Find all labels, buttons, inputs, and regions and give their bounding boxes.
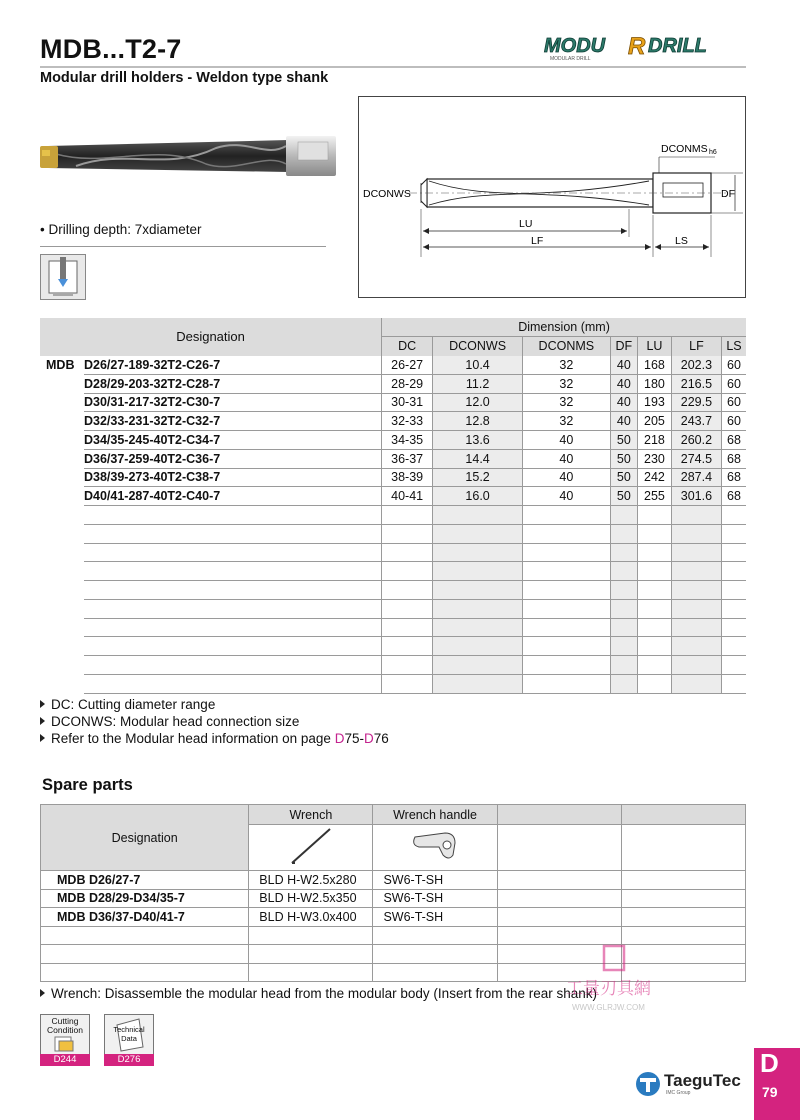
cell-lu: 168 <box>638 356 672 375</box>
row-prefix <box>40 487 84 506</box>
row-designation <box>84 637 382 656</box>
cell-lf: 274.5 <box>671 449 721 468</box>
cell-df: 40 <box>610 412 637 431</box>
cell-dc <box>382 562 433 581</box>
row-designation: D32/33-231-32T2-C32-7 <box>84 412 382 431</box>
dimension-header: Dimension (mm) <box>382 318 746 337</box>
logo-text-modu: MODU <box>544 35 606 57</box>
label-ls: LS <box>675 235 688 247</box>
spare-empty-header-1 <box>497 805 621 825</box>
logo-text-drill: DRILL <box>648 35 707 57</box>
row-prefix <box>40 543 84 562</box>
cell-dconws: 14.4 <box>433 449 523 468</box>
table-row <box>40 449 746 468</box>
wrench-footnote: Wrench: Disassemble the modular head from the modular body (Insert from the rear shank) <box>40 986 597 1001</box>
cell-df <box>610 543 637 562</box>
cell-df: 50 <box>610 431 637 450</box>
cell-dconws <box>433 562 523 581</box>
cell-lu: 230 <box>638 449 672 468</box>
cell-lu: 255 <box>638 487 672 506</box>
table-row <box>40 393 746 412</box>
page-subtitle: Modular drill holders - Weldon type shank <box>40 70 329 86</box>
cell-lf <box>671 581 721 600</box>
cell-df <box>610 674 637 693</box>
spare-empty-cell <box>497 908 621 927</box>
cell-dc: 40-41 <box>382 487 433 506</box>
cell-dconws: 10.4 <box>433 356 523 375</box>
spare-empty-cell <box>373 963 497 982</box>
cell-ls: 68 <box>721 431 746 450</box>
cell-lu: 242 <box>638 468 672 487</box>
row-designation <box>84 618 382 637</box>
cell-dconms <box>523 581 611 600</box>
table-row <box>40 618 746 637</box>
cell-df <box>610 618 637 637</box>
cell-dconms: 40 <box>523 468 611 487</box>
cell-dconms: 32 <box>523 356 611 375</box>
cell-dc <box>382 599 433 618</box>
cell-ls: 60 <box>721 412 746 431</box>
taegutec-emblem-icon <box>634 1070 662 1098</box>
spare-handle: SW6-T-SH <box>373 871 497 890</box>
cell-dconws <box>433 656 523 675</box>
cell-df <box>610 524 637 543</box>
note-dc: DC: Cutting diameter range <box>40 696 389 713</box>
cell-dconms: 40 <box>523 431 611 450</box>
cell-dc <box>382 618 433 637</box>
cell-dconms <box>523 656 611 675</box>
cell-lu <box>638 506 672 525</box>
spare-row <box>41 889 746 908</box>
spare-empty-image-2 <box>621 825 745 871</box>
cell-lf <box>671 562 721 581</box>
note-dconws: DCONWS: Modular head connection size <box>40 713 389 730</box>
cell-dconms <box>523 618 611 637</box>
spare-empty-cell <box>497 871 621 890</box>
brand-sub: IMC Group <box>666 1090 691 1096</box>
spare-empty-cell <box>41 963 249 982</box>
spare-empty-cell <box>41 945 249 964</box>
dimension-diagram <box>358 96 746 298</box>
row-prefix <box>40 618 84 637</box>
cell-lf: 301.6 <box>671 487 721 506</box>
cell-dconms <box>523 543 611 562</box>
cell-ls <box>721 562 746 581</box>
wrench-handle-header: Wrench handle <box>373 805 497 825</box>
table-row <box>40 374 746 393</box>
spare-empty-cell <box>249 963 373 982</box>
table-row <box>40 637 746 656</box>
cell-dconms <box>523 599 611 618</box>
spare-designation: MDB D28/29-D34/35-7 <box>41 889 249 908</box>
cell-df <box>610 656 637 675</box>
spare-designation: MDB D36/37-D40/41-7 <box>41 908 249 927</box>
cell-df <box>610 506 637 525</box>
section-tab <box>754 1048 800 1120</box>
spare-wrench: BLD H-W2.5x350 <box>249 889 373 908</box>
cell-lu <box>638 618 672 637</box>
row-prefix <box>40 468 84 487</box>
spare-empty-row <box>41 926 746 945</box>
table-notes <box>40 696 389 747</box>
cell-ls: 68 <box>721 487 746 506</box>
cell-dconms <box>523 524 611 543</box>
row-prefix <box>40 524 84 543</box>
row-prefix <box>40 431 84 450</box>
row-designation <box>84 543 382 562</box>
spare-empty-image-1 <box>497 825 621 871</box>
column-header-ls: LS <box>721 337 746 356</box>
cell-dconws: 11.2 <box>433 374 523 393</box>
cell-lf: 202.3 <box>671 356 721 375</box>
cell-dconws <box>433 506 523 525</box>
cell-ls: 60 <box>721 393 746 412</box>
cell-lu: 193 <box>638 393 672 412</box>
cell-df <box>610 581 637 600</box>
cell-dconws: 13.6 <box>433 431 523 450</box>
spare-empty-cell <box>497 889 621 908</box>
cell-dconms: 32 <box>523 374 611 393</box>
cell-lu <box>638 524 672 543</box>
table-row <box>40 581 746 600</box>
cell-dc <box>382 524 433 543</box>
cutting-condition-icon <box>53 1035 77 1053</box>
cell-dconws: 16.0 <box>433 487 523 506</box>
page-title: MDB...T2-7 <box>40 34 182 64</box>
table-row <box>40 356 746 375</box>
cell-dconms <box>523 637 611 656</box>
cell-ls <box>721 506 746 525</box>
table-row <box>40 431 746 450</box>
cell-lu <box>638 543 672 562</box>
cell-dc <box>382 543 433 562</box>
spare-empty-cell <box>249 945 373 964</box>
table-row <box>40 524 746 543</box>
cell-dc <box>382 506 433 525</box>
cell-ls <box>721 599 746 618</box>
label-lu: LU <box>519 218 533 230</box>
cell-lf: 229.5 <box>671 393 721 412</box>
cell-dc: 30-31 <box>382 393 433 412</box>
cell-lf <box>671 524 721 543</box>
cell-ls <box>721 674 746 693</box>
wrench-header: Wrench <box>249 805 373 825</box>
cell-lu: 180 <box>638 374 672 393</box>
spare-handle: SW6-T-SH <box>373 889 497 908</box>
cell-lf: 287.4 <box>671 468 721 487</box>
logo-text-r: R <box>628 33 646 60</box>
spare-empty-header-2 <box>621 805 745 825</box>
column-header-df: DF <box>610 337 637 356</box>
cell-lu: 218 <box>638 431 672 450</box>
cell-lu: 205 <box>638 412 672 431</box>
note-page-ref: Refer to the Modular head information on page D75-D76 <box>40 730 389 747</box>
cell-dc <box>382 656 433 675</box>
cell-dconws <box>433 524 523 543</box>
spare-row <box>41 871 746 890</box>
ref-page-technical: D276 <box>104 1054 154 1066</box>
table-row <box>40 487 746 506</box>
cell-dc <box>382 581 433 600</box>
row-designation: D40/41-287-40T2-C40-7 <box>84 487 382 506</box>
cell-ls: 68 <box>721 468 746 487</box>
spare-wrench: BLD H-W3.0x400 <box>249 908 373 927</box>
cell-lf: 260.2 <box>671 431 721 450</box>
cell-lf <box>671 618 721 637</box>
spare-wrench: BLD H-W2.5x280 <box>249 871 373 890</box>
label-lf: LF <box>531 235 544 247</box>
cell-ls: 60 <box>721 374 746 393</box>
row-prefix <box>40 449 84 468</box>
drill-holder-image <box>36 128 340 188</box>
cell-dc: 38-39 <box>382 468 433 487</box>
spare-designation: MDB D26/27-7 <box>41 871 249 890</box>
cell-dconws <box>433 599 523 618</box>
title-divider <box>40 66 746 68</box>
row-prefix <box>40 506 84 525</box>
row-designation: D30/31-217-32T2-C30-7 <box>84 393 382 412</box>
table-row <box>40 506 746 525</box>
spare-empty-cell <box>497 926 621 945</box>
cell-ls <box>721 637 746 656</box>
cell-dc: 34-35 <box>382 431 433 450</box>
cell-df <box>610 599 637 618</box>
wrench-image <box>249 825 373 871</box>
dimension-table <box>40 318 746 694</box>
cell-dc: 28-29 <box>382 374 433 393</box>
ref-page-cutting: D244 <box>40 1054 90 1066</box>
row-designation: D26/27-189-32T2-C26-7 <box>84 356 382 375</box>
spare-parts-title: Spare parts <box>42 776 133 794</box>
technical-data-ref[interactable] <box>104 1014 154 1066</box>
cell-lu <box>638 674 672 693</box>
ref-label-cutting: Cutting Condition <box>47 1016 83 1035</box>
row-designation: D34/35-245-40T2-C34-7 <box>84 431 382 450</box>
spare-designation-header: Designation <box>41 805 249 871</box>
cell-lu <box>638 637 672 656</box>
cell-lu <box>638 656 672 675</box>
taegutec-logo <box>634 1066 752 1100</box>
row-prefix <box>40 656 84 675</box>
spare-empty-cell <box>621 889 745 908</box>
cell-lf: 243.7 <box>671 412 721 431</box>
column-header-dconws: DCONWS <box>433 337 523 356</box>
ref-label-technical: Technical Data <box>113 1025 145 1043</box>
spare-empty-cell <box>373 926 497 945</box>
spare-row <box>41 908 746 927</box>
row-designation <box>84 506 382 525</box>
column-header-lu: LU <box>638 337 672 356</box>
cell-dconws <box>433 581 523 600</box>
cell-dconms: 40 <box>523 487 611 506</box>
cell-dconws: 12.8 <box>433 412 523 431</box>
watermark-url: WWW.GLRJW.COM <box>572 1003 645 1012</box>
label-dconms: DCONMS <box>661 143 708 155</box>
row-designation <box>84 562 382 581</box>
cell-dconms <box>523 506 611 525</box>
row-prefix <box>40 374 84 393</box>
cell-dc <box>382 674 433 693</box>
table-row <box>40 412 746 431</box>
cell-df: 40 <box>610 393 637 412</box>
feature-divider <box>40 246 326 247</box>
cell-dc: 36-37 <box>382 449 433 468</box>
spare-empty-cell <box>249 926 373 945</box>
modudrill-logo <box>540 32 750 62</box>
row-designation: D38/39-273-40T2-C38-7 <box>84 468 382 487</box>
cell-ls <box>721 656 746 675</box>
row-prefix <box>40 393 84 412</box>
designation-header: Designation <box>40 318 382 356</box>
cell-lf <box>671 656 721 675</box>
cell-lf <box>671 637 721 656</box>
table-row <box>40 674 746 693</box>
column-header-lf: LF <box>671 337 721 356</box>
spare-handle: SW6-T-SH <box>373 908 497 927</box>
table-row <box>40 562 746 581</box>
cell-ls <box>721 581 746 600</box>
cell-ls: 60 <box>721 356 746 375</box>
cell-df: 50 <box>610 468 637 487</box>
table-row <box>40 543 746 562</box>
cell-dc: 26-27 <box>382 356 433 375</box>
cell-df: 40 <box>610 356 637 375</box>
cell-lu <box>638 599 672 618</box>
cell-df: 50 <box>610 449 637 468</box>
watermark-text: 工量刃具網 <box>566 979 651 999</box>
cell-dc: 32-33 <box>382 412 433 431</box>
cell-lf <box>671 599 721 618</box>
cell-dc <box>382 637 433 656</box>
spare-empty-cell <box>621 908 745 927</box>
cell-ls <box>721 543 746 562</box>
drilling-condition-icon <box>40 254 86 300</box>
row-designation: D36/37-259-40T2-C36-7 <box>84 449 382 468</box>
row-designation <box>84 674 382 693</box>
cell-lf <box>671 506 721 525</box>
label-df: DF <box>721 188 735 200</box>
row-designation <box>84 524 382 543</box>
column-header-dc: DC <box>382 337 433 356</box>
spare-empty-cell <box>41 926 249 945</box>
cell-dconws <box>433 637 523 656</box>
row-designation <box>84 581 382 600</box>
cell-dconms <box>523 674 611 693</box>
row-designation <box>84 599 382 618</box>
cell-lf <box>671 543 721 562</box>
brand-name: TaeguTec <box>664 1071 741 1090</box>
cell-dconms: 32 <box>523 393 611 412</box>
row-designation: D28/29-203-32T2-C28-7 <box>84 374 382 393</box>
logo-small-text: MODULAR DRILL <box>550 56 591 62</box>
page-number: 79 <box>762 1084 778 1100</box>
table-row <box>40 656 746 675</box>
row-designation <box>84 656 382 675</box>
cell-df: 40 <box>610 374 637 393</box>
spare-empty-cell <box>373 945 497 964</box>
spare-empty-cell <box>621 926 745 945</box>
cell-df <box>610 637 637 656</box>
row-prefix: MDB <box>46 357 75 372</box>
cell-dconws <box>433 674 523 693</box>
cell-dconms: 40 <box>523 449 611 468</box>
cell-dconws: 15.2 <box>433 468 523 487</box>
wrench-handle-image <box>373 825 497 871</box>
label-dconws: DCONWS <box>363 188 411 200</box>
cell-ls <box>721 524 746 543</box>
cell-lu <box>638 581 672 600</box>
cell-dconms <box>523 562 611 581</box>
cell-lf <box>671 674 721 693</box>
cell-ls <box>721 618 746 637</box>
cell-dconws: 12.0 <box>433 393 523 412</box>
cell-df <box>610 562 637 581</box>
row-prefix <box>40 637 84 656</box>
row-prefix <box>40 674 84 693</box>
column-header-dconms: DCONMS <box>523 337 611 356</box>
drilling-depth-note: • Drilling depth: 7xdiameter <box>40 222 202 237</box>
table-row <box>40 468 746 487</box>
cell-lu <box>638 562 672 581</box>
row-prefix <box>40 581 84 600</box>
cell-dconws <box>433 543 523 562</box>
cell-ls: 68 <box>721 449 746 468</box>
cell-df: 50 <box>610 487 637 506</box>
row-prefix <box>40 412 84 431</box>
cell-dconws <box>433 618 523 637</box>
section-letter: D <box>760 1048 779 1078</box>
row-prefix <box>40 599 84 618</box>
site-watermark <box>556 944 676 1014</box>
row-prefix <box>40 562 84 581</box>
cell-lf: 216.5 <box>671 374 721 393</box>
table-row <box>40 599 746 618</box>
cutting-condition-ref[interactable] <box>40 1014 90 1066</box>
spare-empty-cell <box>621 871 745 890</box>
cell-dconms: 32 <box>523 412 611 431</box>
label-dconms-tolerance: h6 <box>709 149 717 156</box>
